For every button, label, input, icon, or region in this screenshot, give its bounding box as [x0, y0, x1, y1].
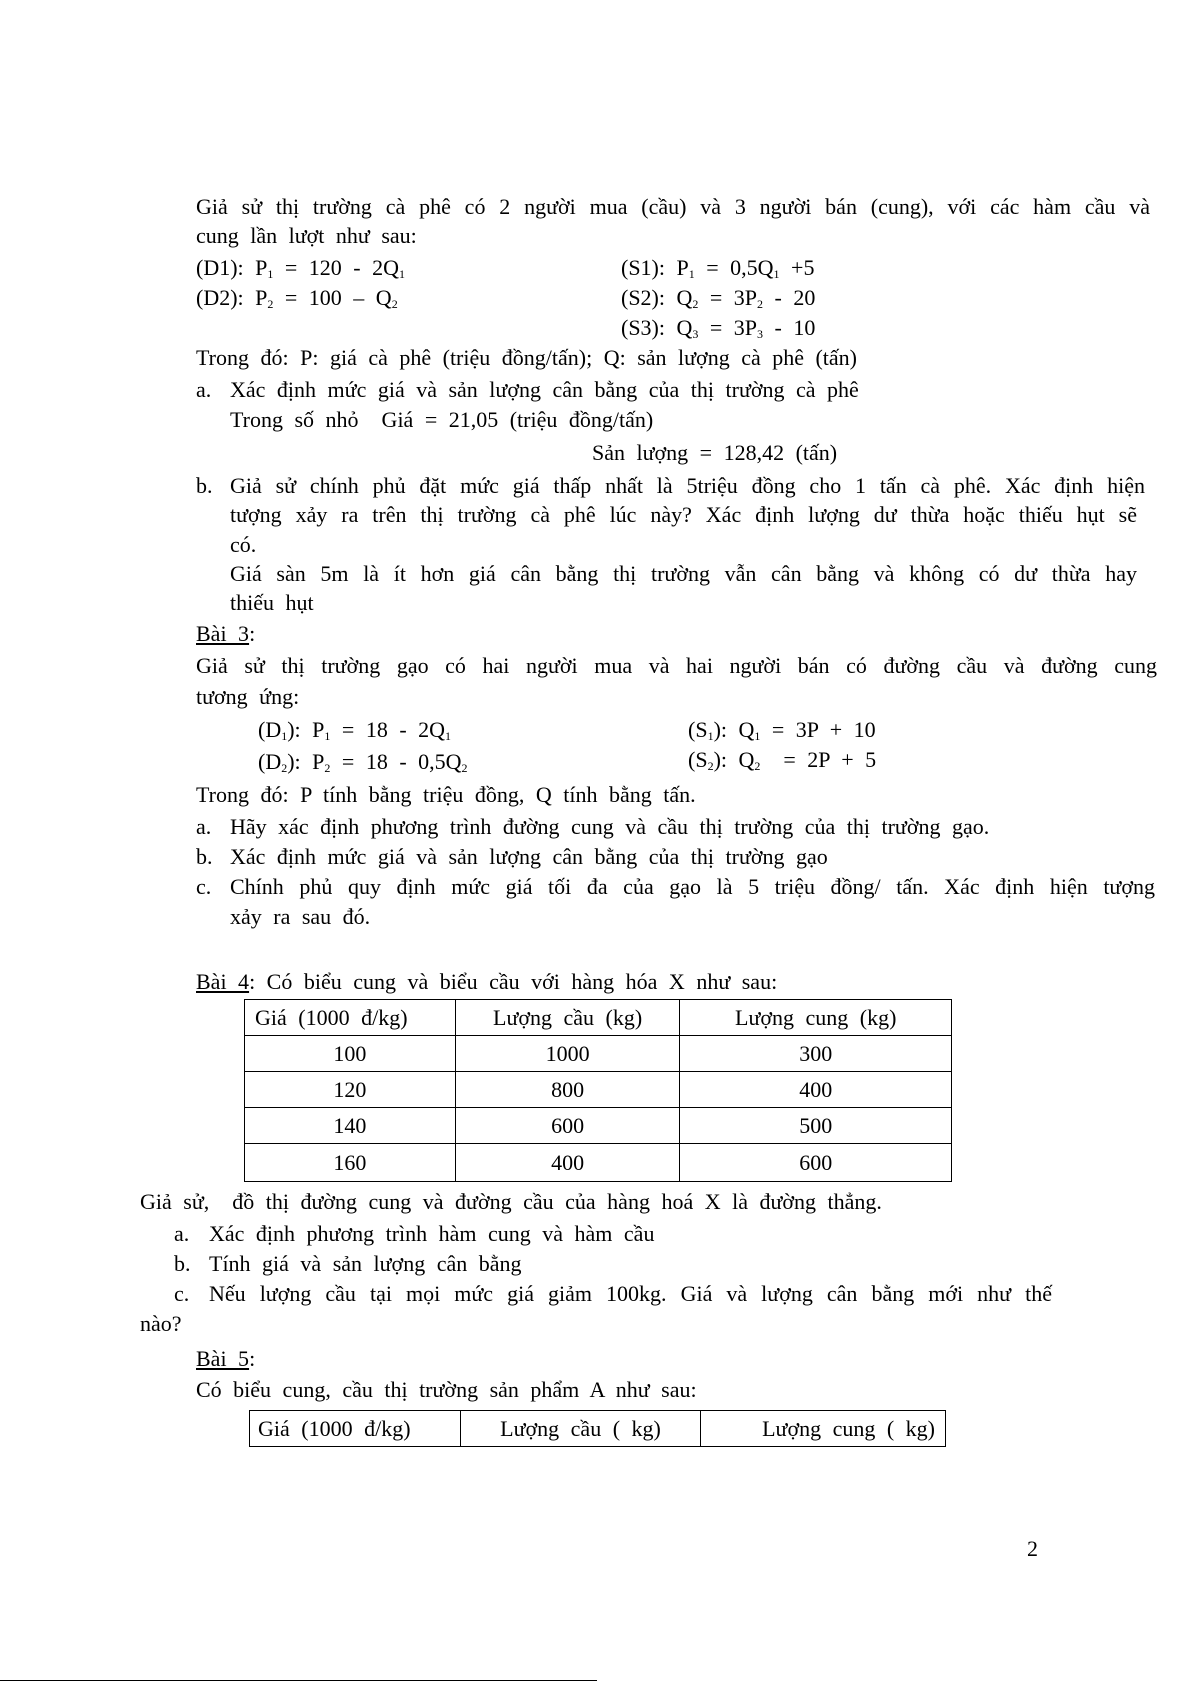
table-cell: 140	[245, 1108, 456, 1144]
table-header-supply: Lượng cung ( kg)	[701, 1411, 946, 1447]
bai3-intro-line-1: Giả sử thị trường gạo có hai người mua và hai người bán có đường cầu và đường cung	[196, 653, 1157, 678]
bai3-question-b-label: b.	[196, 844, 213, 869]
bai5-heading: Bài 5:	[196, 1346, 256, 1371]
bai3-equation-d2: $(D_2)$: $P_2 = 18 - 0,5Q_2$	[258, 749, 468, 775]
page-number: 2	[1027, 1536, 1038, 1561]
variables-definition: Trong đó: P: giá cà phê (triệu đồng/tấn); Q: sản lượng cà phê (tấn)	[196, 345, 858, 370]
table-cell: 100	[245, 1036, 456, 1072]
bai3-question-b-text: Xác định mức giá và sản lượng cân bằng của thị trường gạo	[230, 844, 828, 869]
bai3-equation-s1: $(S_1)$: $Q_1 = 3P + 10$	[688, 717, 876, 743]
intro-line-2: cung lần lượt như sau:	[196, 223, 417, 248]
equation-s3: (S3): $Q_3 = 3P_3 - 10$	[621, 315, 816, 341]
bai4-heading: Bài 4: Có biểu cung và biểu cầu với hàng hóa X như sau:	[196, 969, 778, 994]
bai4-question-c-line-2: nào?	[140, 1311, 182, 1336]
intro-line-1: Giả sử thị trường cà phê có 2 người mua (cầu) và 3 người bán (cung), với các hàm cầu và	[196, 194, 1150, 219]
answer-b-line-1: Giá sàn 5m là ít hơn giá cân bằng thị trường vẫn cân bằng và không có dư thừa hay	[230, 561, 1137, 586]
bai4-question-b-label: b.	[174, 1251, 191, 1276]
table-header-demand: Lượng cầu ( kg)	[460, 1411, 701, 1447]
table-cell: 120	[245, 1072, 456, 1108]
answer-a-price: Trong số nhỏ Giá = 21,05 (triệu đồng/tấn)	[230, 407, 654, 432]
table-cell: 600	[680, 1144, 952, 1182]
table-cell: 600	[455, 1108, 680, 1144]
table-header-row	[250, 1411, 946, 1447]
table-row	[245, 1036, 952, 1072]
bai3-question-c-line-2: xảy ra sau đó.	[230, 904, 371, 929]
table-cell: 1000	[455, 1036, 680, 1072]
bai3-question-a-label: a.	[196, 814, 212, 839]
bai3-equation-d1: $(D_1)$: $P_1 = 18 - 2Q_1$	[258, 717, 452, 743]
bai4-assumption: Giả sử, đồ thị đường cung và đường cầu của hàng hoá X là đường thẳng.	[140, 1189, 882, 1214]
bai5-intro: Có biểu cung, cầu thị trường sản phẩm A như sau:	[196, 1377, 697, 1402]
bai4-table	[244, 999, 952, 1182]
bai3-intro-line-2: tương ứng:	[196, 684, 300, 709]
table-row	[245, 1072, 952, 1108]
bai3-question-c-label: c.	[196, 874, 212, 899]
question-b-line-3: có.	[230, 532, 257, 557]
question-a-text: Xác định mức giá và sản lượng cân bằng của thị trường cà phê	[230, 377, 859, 402]
footnote-separator	[0, 1680, 597, 1681]
equation-d2: (D2): $P_2 = 100 - Q_2$	[196, 285, 398, 311]
answer-b-line-2: thiếu hụt	[230, 590, 314, 615]
bai4-question-a-label: a.	[174, 1221, 190, 1246]
question-b-line-1: Giả sử chính phủ đặt mức giá thấp nhất là 5triệu đồng cho 1 tấn cà phê. Xác định hiện	[230, 473, 1145, 498]
question-b-label: b.	[196, 473, 213, 498]
bai3-variables: Trong đó: P tính bằng triệu đồng, Q tính bằng tấn.	[196, 782, 696, 807]
bai4-question-a-text: Xác định phương trình hàm cung và hàm cầu	[209, 1221, 655, 1246]
table-header-price: Giá (1000 đ/kg)	[250, 1411, 461, 1447]
table-cell: 800	[455, 1072, 680, 1108]
bai4-question-c-label: c.	[174, 1281, 190, 1306]
table-cell: 400	[455, 1144, 680, 1182]
bai3-equation-s2: $(S_2)$: $Q_2 = 2P + 5$	[688, 747, 877, 773]
equation-d1: (D1): $P_1 = 120 - 2Q_1$	[196, 255, 406, 281]
table-cell: 400	[680, 1072, 952, 1108]
question-a-label: a.	[196, 377, 212, 402]
bai4-question-c-line-1: Nếu lượng cầu tại mọi mức giá giảm 100kg. Giá và lượng cân bằng mới như thế	[209, 1281, 1052, 1306]
table-cell: 300	[680, 1036, 952, 1072]
question-b-line-2: tượng xảy ra trên thị trường cà phê lúc này? Xác định lượng dư thừa hoặc thiếu hụt sẽ	[230, 502, 1137, 527]
bai3-question-c-line-1: Chính phủ quy định mức giá tối đa của gạo là 5 triệu đồng/ tấn. Xác định hiện tượng	[230, 874, 1155, 899]
table-row	[245, 1108, 952, 1144]
table-cell: 160	[245, 1144, 456, 1182]
equation-s2: (S2): $Q_2 = 3P_2 - 20$	[621, 285, 816, 311]
bai5-table	[249, 1410, 946, 1447]
table-header-demand: Lượng cầu (kg)	[455, 1000, 680, 1036]
table-header-supply: Lượng cung (kg)	[680, 1000, 952, 1036]
table-cell: 500	[680, 1108, 952, 1144]
table-header-price: Giá (1000 đ/kg)	[245, 1000, 456, 1036]
bai4-question-b-text: Tính giá và sản lượng cân bằng	[209, 1251, 522, 1276]
table-row	[245, 1144, 952, 1182]
bai3-heading: Bài 3:	[196, 621, 256, 646]
answer-a-quantity: Sản lượng = 128,42 (tấn)	[592, 440, 838, 465]
bai3-question-a-text: Hãy xác định phương trình đường cung và cầu thị trường của thị trường gạo.	[230, 814, 990, 839]
equation-s1: (S1): $P_1 = 0,5Q_1 +5$	[621, 255, 815, 281]
table-header-row	[245, 1000, 952, 1036]
